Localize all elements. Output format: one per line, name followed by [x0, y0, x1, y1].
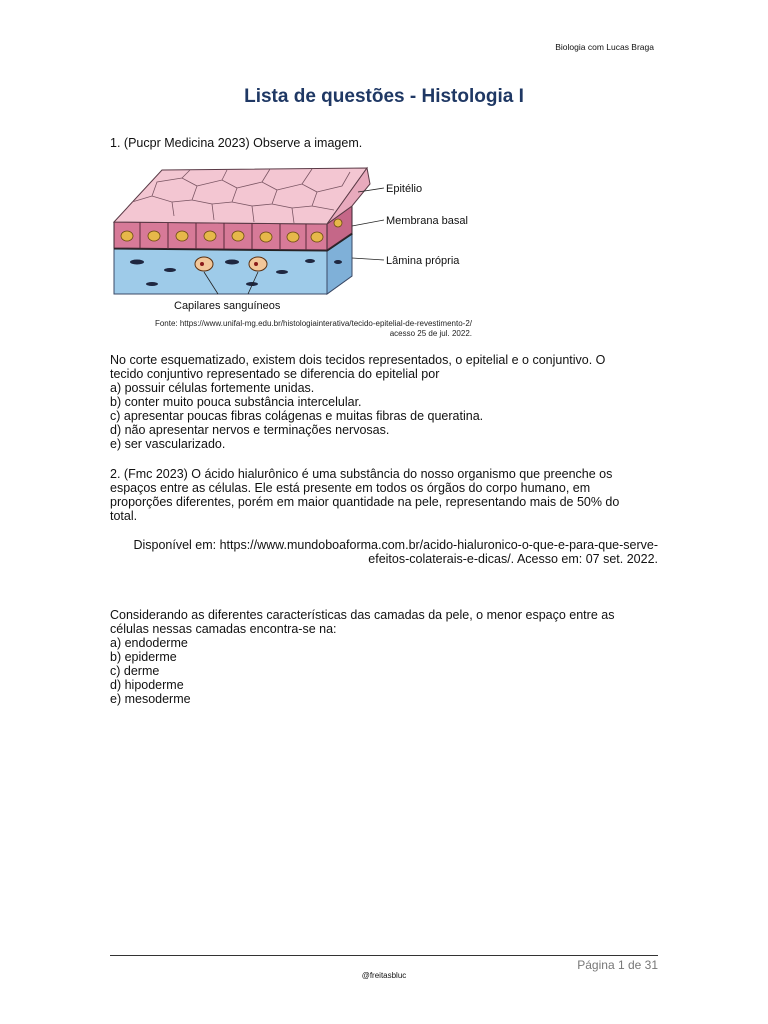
question-1-option-c: c) apresentar poucas fibras colágenas e muitas fibras de queratina.: [110, 409, 484, 423]
question-1-option-d: d) não apresentar nervos e terminações nervosas.: [110, 423, 390, 437]
epithelium-diagram: [112, 166, 482, 320]
question-1-option-e: e) ser vascularizado.: [110, 437, 226, 451]
footer-handle: @freitasbluc: [361, 971, 407, 980]
page-number: Página 1 de 31: [577, 958, 658, 972]
question-1-body: [110, 353, 660, 451]
footer-divider: [110, 955, 658, 956]
question-2-question-line: células nessas camadas encontra-se na:: [110, 622, 337, 636]
question-2-source-line: efeitos-colaterais-e-dicas/. Acesso em: 07 set. 2022.: [368, 552, 658, 566]
question-2-option-c: c) derme: [110, 664, 160, 678]
header-author: Biologia com Lucas Braga: [555, 42, 654, 52]
question-2-source-line: Disponível em: https://www.mundoboaforma.com.br/acido-hialuronico-o-que-e-para-que-serve-: [133, 538, 658, 552]
question-2-stem-line: 2. (Fmc 2023) O ácido hialurônico é uma substância do nosso organismo que preenche os: [110, 467, 613, 481]
figure-source-line-2: acesso 25 de jul. 2022.: [389, 329, 472, 338]
figure-source-line-1: Fonte: https://www.unifal-mg.edu.br/histologiainterativa/tecido-epitelial-de-revestimento-2/: [154, 319, 472, 328]
question-1-source: (Pucpr Medicina 2023) Observe a imagem.: [120, 136, 363, 150]
question-2-option-e: e) mesoderme: [110, 692, 191, 706]
question-1-stem-line: No corte esquematizado, existem dois tecidos representados, o epitelial e o conjuntivo. O: [110, 353, 606, 367]
page-title: Lista de questões - Histologia I: [244, 86, 524, 107]
figure-source: [112, 319, 472, 339]
question-1-option-a: a) possuir células fortemente unidas.: [110, 381, 315, 395]
question-1-stem-line: tecido conjuntivo representado se diferencia do epitelial por: [110, 367, 440, 381]
label-capilares: Capilares sanguíneos: [174, 300, 281, 312]
label-membrana-basal: Membrana basal: [386, 215, 468, 227]
question-2-option-d: d) hipoderme: [110, 678, 184, 692]
question-2-number: 2.: [110, 467, 121, 481]
question-1-number: 1.: [110, 136, 121, 150]
label-lamina-propria: Lâmina própria: [386, 255, 460, 267]
question-2-stem-line: espaços entre as células. Ele está presente em todos os órgãos do corpo humano, em: [110, 481, 591, 495]
question-2-stem-line: proporções diferentes, porém em maior quantidade na pele, representando mais de 50% do: [110, 495, 620, 509]
question-2-body: [110, 608, 660, 706]
question-1-option-b: b) conter muito pouca substância intercelular.: [110, 395, 362, 409]
question-2-option-a: a) endoderme: [110, 636, 188, 650]
question-2-question-line: Considerando as diferentes características das camadas da pele, o menor espaço entre as: [110, 608, 615, 622]
question-2-stem-line: total.: [110, 509, 138, 523]
question-2-stem: [110, 467, 660, 523]
question-2-source: [110, 538, 658, 566]
question-2-option-b: b) epiderme: [110, 650, 177, 664]
label-epitelio: Epitélio: [386, 183, 423, 195]
question-1-heading: [110, 136, 362, 150]
